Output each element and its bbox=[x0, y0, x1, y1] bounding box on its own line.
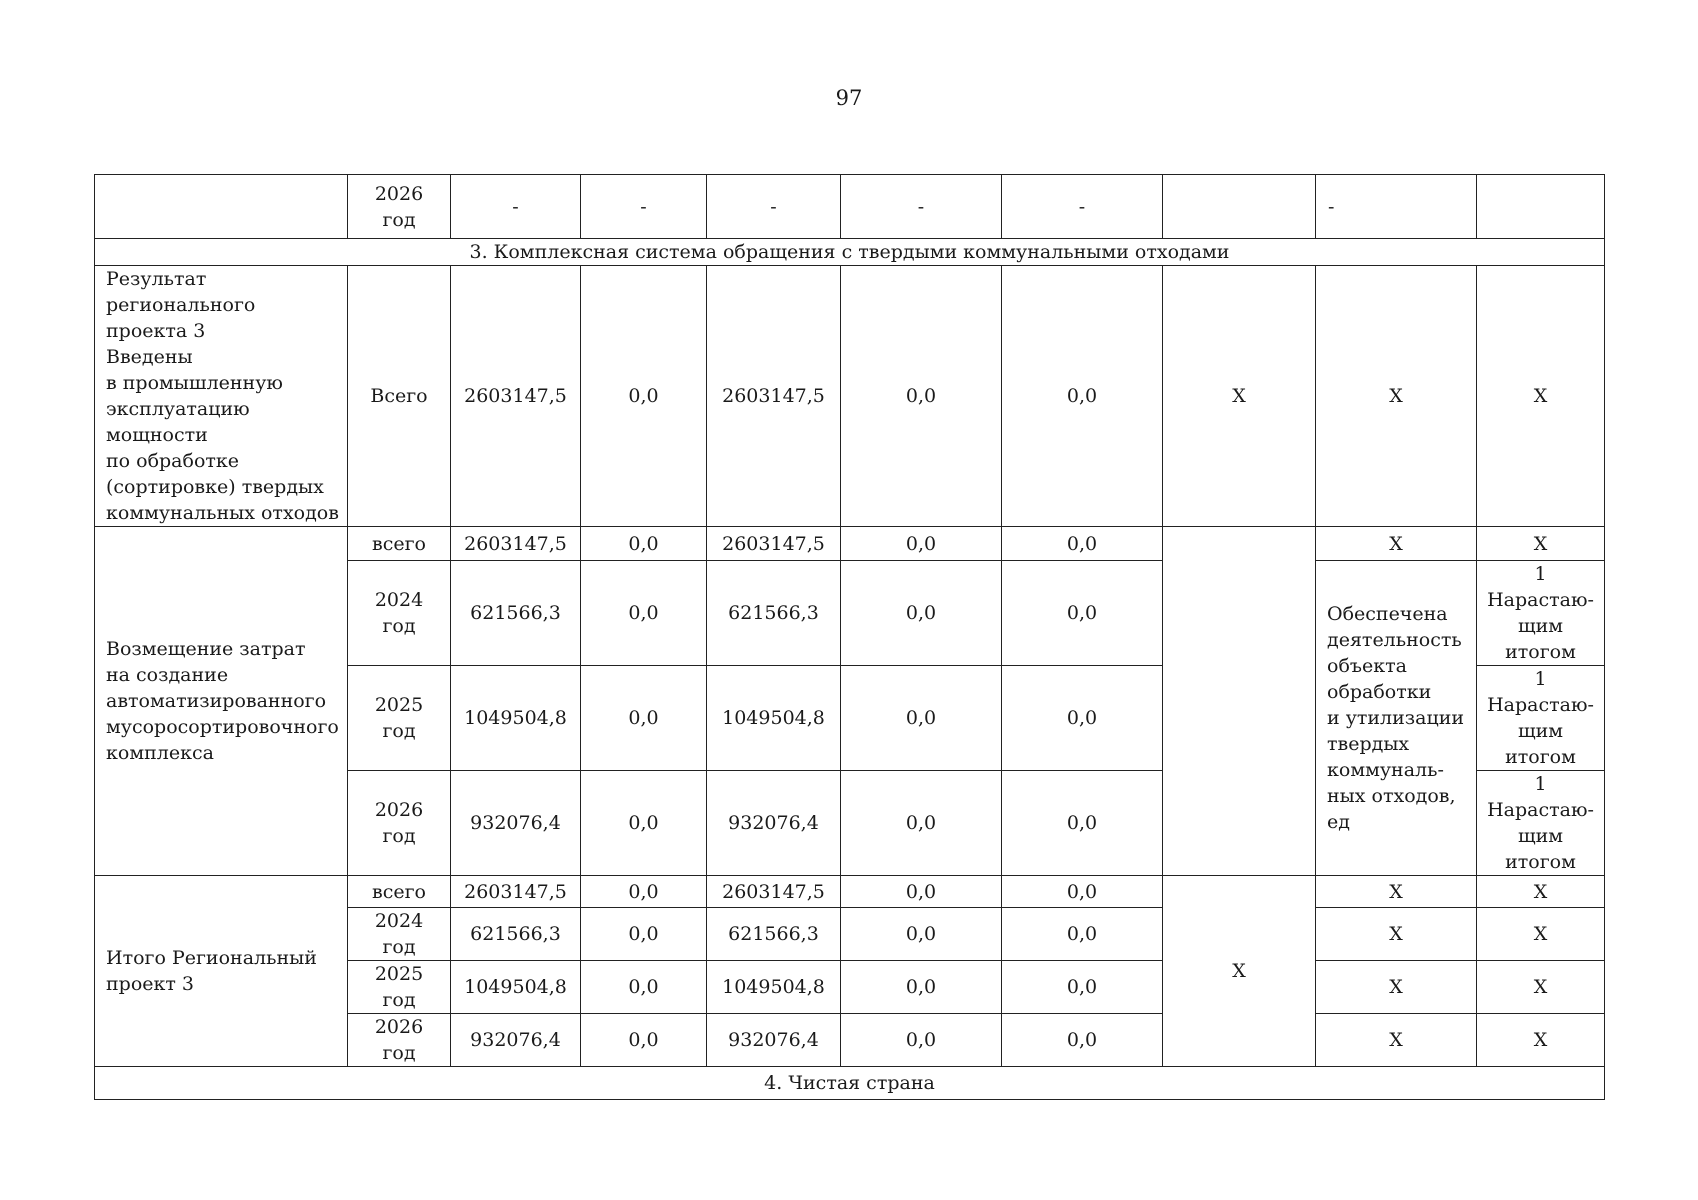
budget-table bbox=[94, 174, 1605, 1100]
table-cell bbox=[95, 175, 348, 239]
table-cell: 0,0 bbox=[581, 876, 707, 908]
table-cell: 0,0 bbox=[841, 561, 1002, 666]
period-cell: 2024 год bbox=[348, 561, 451, 666]
table-row bbox=[95, 266, 1605, 527]
table-cell: 0,0 bbox=[1002, 1014, 1163, 1067]
table-cell: X bbox=[1477, 1014, 1605, 1067]
table-cell: X bbox=[1477, 961, 1605, 1014]
table-cell: X bbox=[1316, 876, 1477, 908]
row-label: Возмещение затрат на создание автоматизированного мусоросортировочного комплекса bbox=[95, 527, 348, 876]
table-cell: 1 Нарастаю- щим итогом bbox=[1477, 561, 1605, 666]
table-cell: 0,0 bbox=[841, 961, 1002, 1014]
period-cell: 2026 год bbox=[348, 771, 451, 876]
table-cell: X bbox=[1477, 266, 1605, 527]
period-cell: всего bbox=[348, 876, 451, 908]
table-row bbox=[95, 175, 1605, 239]
table-cell: 2603147,5 bbox=[451, 876, 581, 908]
period-cell: 2025 год bbox=[348, 961, 451, 1014]
table-cell: X bbox=[1316, 1014, 1477, 1067]
table-cell: 932076,4 bbox=[451, 771, 581, 876]
table-cell: - bbox=[451, 175, 581, 239]
table-cell: 0,0 bbox=[841, 1014, 1002, 1067]
table-cell: - bbox=[707, 175, 841, 239]
table-cell: X bbox=[1163, 876, 1316, 1067]
table-cell: 0,0 bbox=[581, 1014, 707, 1067]
table-cell: 932076,4 bbox=[451, 1014, 581, 1067]
page-number: 97 bbox=[835, 86, 863, 110]
table-cell: X bbox=[1316, 527, 1477, 561]
table-cell: - bbox=[1316, 175, 1477, 239]
table-cell: 0,0 bbox=[841, 527, 1002, 561]
table-cell: 1 Нарастаю- щим итогом bbox=[1477, 666, 1605, 771]
table-cell: 1 Нарастаю- щим итогом bbox=[1477, 771, 1605, 876]
period-cell: 2026 год bbox=[348, 175, 451, 239]
table-cell: 0,0 bbox=[841, 771, 1002, 876]
table-cell: 621566,3 bbox=[707, 908, 841, 961]
period-cell: всего bbox=[348, 527, 451, 561]
table-cell: 0,0 bbox=[1002, 666, 1163, 771]
table-cell: 1049504,8 bbox=[707, 961, 841, 1014]
table-cell: 621566,3 bbox=[451, 908, 581, 961]
table-cell: 2603147,5 bbox=[707, 266, 841, 527]
table-cell: 621566,3 bbox=[707, 561, 841, 666]
table-cell: 2603147,5 bbox=[707, 527, 841, 561]
table-cell: - bbox=[1002, 175, 1163, 239]
period-cell: 2025 год bbox=[348, 666, 451, 771]
table-row bbox=[95, 527, 1605, 561]
table-cell: 0,0 bbox=[1002, 961, 1163, 1014]
table-cell: 0,0 bbox=[581, 961, 707, 1014]
indicator-cell: Обеспечена деятельность объекта обработки и утилизации твердых коммуналь- ных отходов, ед bbox=[1316, 561, 1477, 876]
table-cell: 0,0 bbox=[1002, 561, 1163, 666]
table-cell: 0,0 bbox=[841, 666, 1002, 771]
table-cell: 0,0 bbox=[581, 908, 707, 961]
table-cell: 0,0 bbox=[1002, 266, 1163, 527]
table-cell: X bbox=[1477, 908, 1605, 961]
period-cell: 2024 год bbox=[348, 908, 451, 961]
table-cell: - bbox=[581, 175, 707, 239]
table-cell: X bbox=[1163, 266, 1316, 527]
section-title: 4. Чистая страна bbox=[95, 1067, 1605, 1100]
table-cell: 932076,4 bbox=[707, 771, 841, 876]
table-cell: 2603147,5 bbox=[451, 527, 581, 561]
section-row bbox=[95, 239, 1605, 266]
row-label: Результат регионального проекта 3 Введены в промышленную эксплуатацию мощности по обработке (сортировке) твердых коммунальных отходов bbox=[95, 266, 348, 527]
period-cell: 2026 год bbox=[348, 1014, 451, 1067]
table-cell: 0,0 bbox=[581, 666, 707, 771]
section-row bbox=[95, 1067, 1605, 1100]
table-cell: 0,0 bbox=[581, 266, 707, 527]
table-cell: 621566,3 bbox=[451, 561, 581, 666]
table-cell bbox=[1163, 175, 1316, 239]
table-cell bbox=[1163, 527, 1316, 876]
table-cell: X bbox=[1316, 961, 1477, 1014]
table-cell: 1049504,8 bbox=[451, 666, 581, 771]
section-title: 3. Комплексная система обращения с твердыми коммунальными отходами bbox=[95, 239, 1605, 266]
table-cell: 0,0 bbox=[1002, 771, 1163, 876]
table-row bbox=[95, 876, 1605, 908]
table-cell: 932076,4 bbox=[707, 1014, 841, 1067]
table-cell: 0,0 bbox=[841, 908, 1002, 961]
table-cell: X bbox=[1316, 908, 1477, 961]
table-cell: - bbox=[841, 175, 1002, 239]
table-cell: 0,0 bbox=[1002, 908, 1163, 961]
table-cell: 0,0 bbox=[1002, 527, 1163, 561]
table-cell: X bbox=[1477, 876, 1605, 908]
table-cell: 0,0 bbox=[581, 561, 707, 666]
table-cell: X bbox=[1477, 527, 1605, 561]
table-cell: 2603147,5 bbox=[707, 876, 841, 908]
period-cell: Всего bbox=[348, 266, 451, 527]
table-cell: 1049504,8 bbox=[707, 666, 841, 771]
table-cell: 0,0 bbox=[841, 876, 1002, 908]
table-cell bbox=[1477, 175, 1605, 239]
table-cell: 0,0 bbox=[581, 771, 707, 876]
table-cell: 0,0 bbox=[581, 527, 707, 561]
table-cell: 1049504,8 bbox=[451, 961, 581, 1014]
row-label: Итого Региональный проект 3 bbox=[95, 876, 348, 1067]
table-cell: 2603147,5 bbox=[451, 266, 581, 527]
table-cell: X bbox=[1316, 266, 1477, 527]
table-cell: 0,0 bbox=[1002, 876, 1163, 908]
table-cell: 0,0 bbox=[841, 266, 1002, 527]
